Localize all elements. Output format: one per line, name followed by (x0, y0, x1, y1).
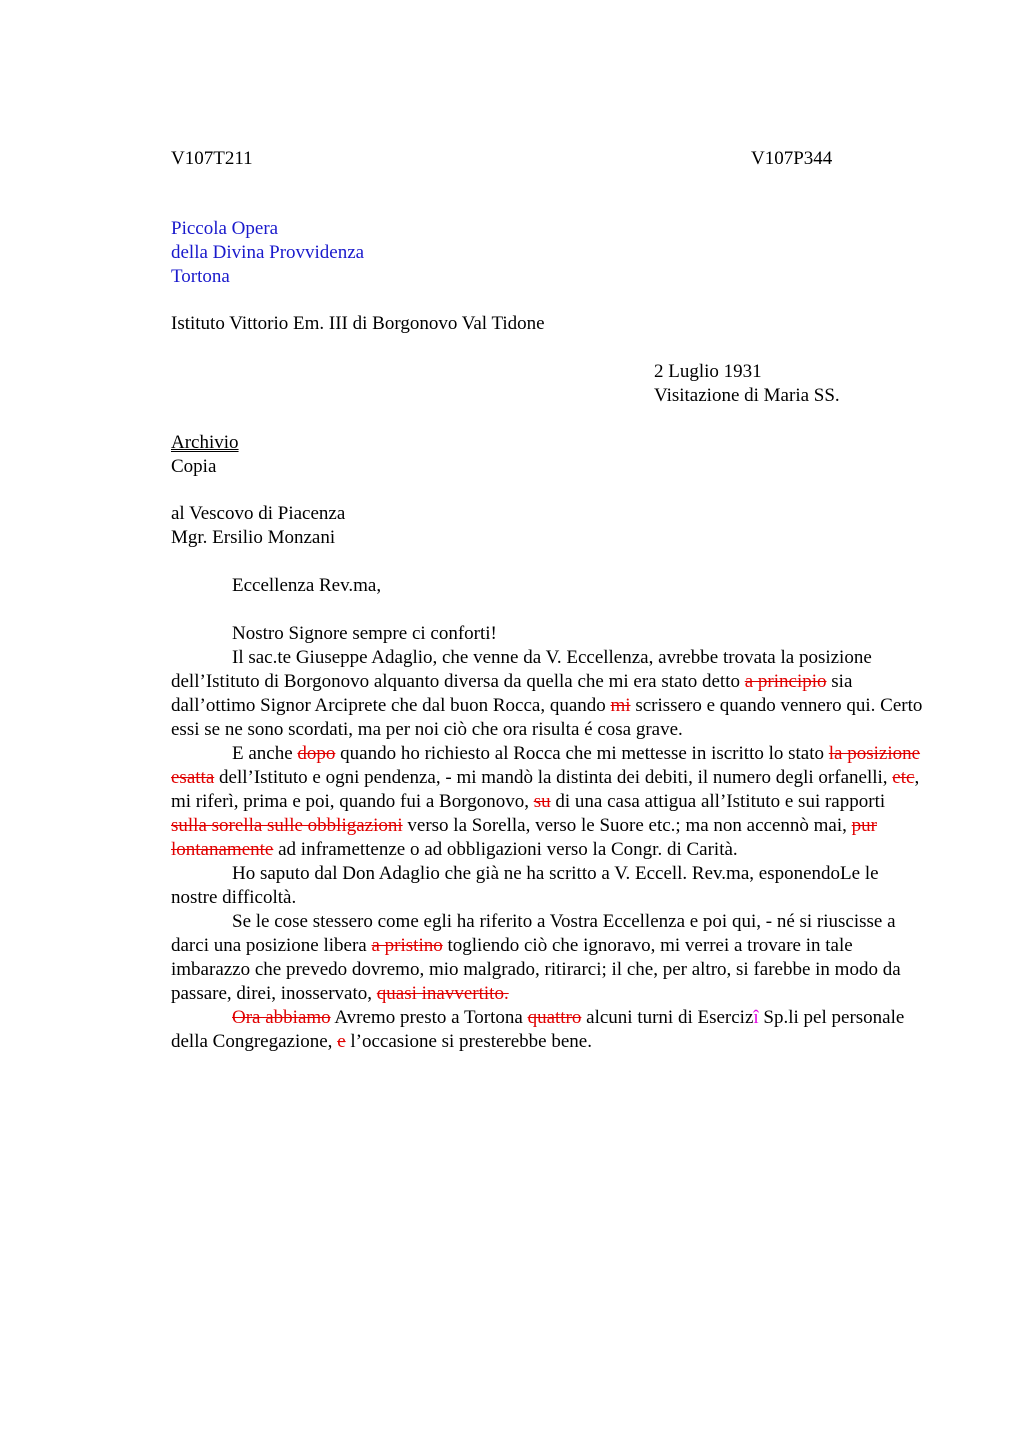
text-run: di una casa attigua all’Istituto e sui rapporti (550, 791, 886, 812)
copy-label: Copia (171, 456, 217, 477)
deleted-text: sulla sorella sulle obbligazioni (171, 815, 403, 836)
text-run: alcuni turni di Esercizî (581, 1007, 759, 1028)
paragraph-5 (171, 1006, 923, 1054)
paragraph-2 (171, 742, 923, 862)
recipient-line-2: Mgr. Ersilio Monzani (171, 527, 336, 548)
letterhead-line-3: Tortona (171, 266, 230, 287)
text-run: Se le cose stessero come egli ha riferito a Vostra Eccellenza e poi qui, - né si riuscisse a darci una posizione libera (171, 911, 896, 956)
deleted-text: quattro (527, 1007, 582, 1028)
deleted-text: su (533, 791, 551, 812)
letter-body (171, 622, 923, 1054)
text-run: Sp.li pel personale della Congregazione, (171, 1007, 905, 1052)
letterhead-line-1: Piccola Opera (171, 218, 279, 239)
text-run: dell’Istituto e ogni pendenza, - mi mandò la distinta dei debiti, il numero degli orfanelli, (214, 767, 893, 788)
deleted-text: etc (892, 767, 915, 788)
deleted-text: quasi inavvertito. (376, 983, 509, 1004)
text-run: quando ho richiesto al Rocca che mi mettesse in iscritto lo stato (335, 743, 829, 764)
text-run: ad inframettenze o ad obbligazioni verso la Congr. di Carità. (273, 839, 738, 860)
text-run: Il sac.te Giuseppe Adaglio, che venne da V. Eccellenza, avrebbe trovata la posizione dell’Istituto di Borgonovo alquanto diversa da quella che mi era stato detto (171, 647, 872, 692)
deleted-text: la posizione esatta (171, 743, 921, 788)
deleted-text: pur lontanamente (171, 815, 877, 860)
deleted-text: dopo (297, 743, 336, 764)
paragraph-3: Ho saputo dal Don Adaglio che già ne ha scritto a V. Eccell. Rev.ma, esponendoLe le nostre difficoltà. (171, 863, 879, 908)
insert-mark: î (753, 1007, 759, 1028)
deleted-text: a pristino (371, 935, 443, 956)
archive-label: Archivio (171, 432, 239, 453)
salutation: Eccellenza Rev.ma, (232, 575, 382, 596)
recipient-line-1: al Vescovo di Piacenza (171, 503, 346, 524)
deleted-text: mi (610, 695, 631, 716)
header-right-code: V107P344 (751, 148, 833, 169)
text-run: l’occasione si presterebbe bene. (345, 1031, 592, 1052)
letterhead-line-2: della Divina Provvidenza (171, 242, 365, 263)
text-run: togliendo ciò che ignoravo, mi verrei a trovare in tale imbarazzo che prevedo dovremo, mio malgrado, ritirarci; il che, per altro, si farebbe in modo da passare, direi, inosservato, (171, 935, 901, 1004)
text-run: E anche (232, 743, 298, 764)
institute-name: Istituto Vittorio Em. III di Borgonovo Val Tidone (171, 313, 545, 334)
paragraph-1 (171, 646, 923, 742)
feast-line: Visitazione di Maria SS. (654, 385, 840, 406)
header-left-code: V107T211 (171, 148, 253, 169)
text-run: scrissero e quando vennero qui. Certo essi se ne sono scordati, ma per noi ciò che ora risulta é cosa grave. (171, 695, 923, 740)
text-run: sia dall’ottimo Signor Arciprete che dal buon Rocca, quando (171, 671, 853, 716)
deleted-text: e (337, 1031, 346, 1052)
text-run: verso la Sorella, verso le Suore etc.; ma non accennò mai, (402, 815, 852, 836)
paragraph-4 (171, 910, 923, 1006)
greeting: Nostro Signore sempre ci conforti! (232, 623, 497, 644)
deleted-text: Ora abbiamo (232, 1007, 331, 1028)
deleted-text: a principio (744, 671, 827, 692)
text-run: , mi riferì, prima e poi, quando fui a Borgonovo, (171, 767, 920, 812)
date-line: 2 Luglio 1931 (654, 361, 762, 382)
text-run: Avremo presto a Tortona (330, 1007, 528, 1028)
